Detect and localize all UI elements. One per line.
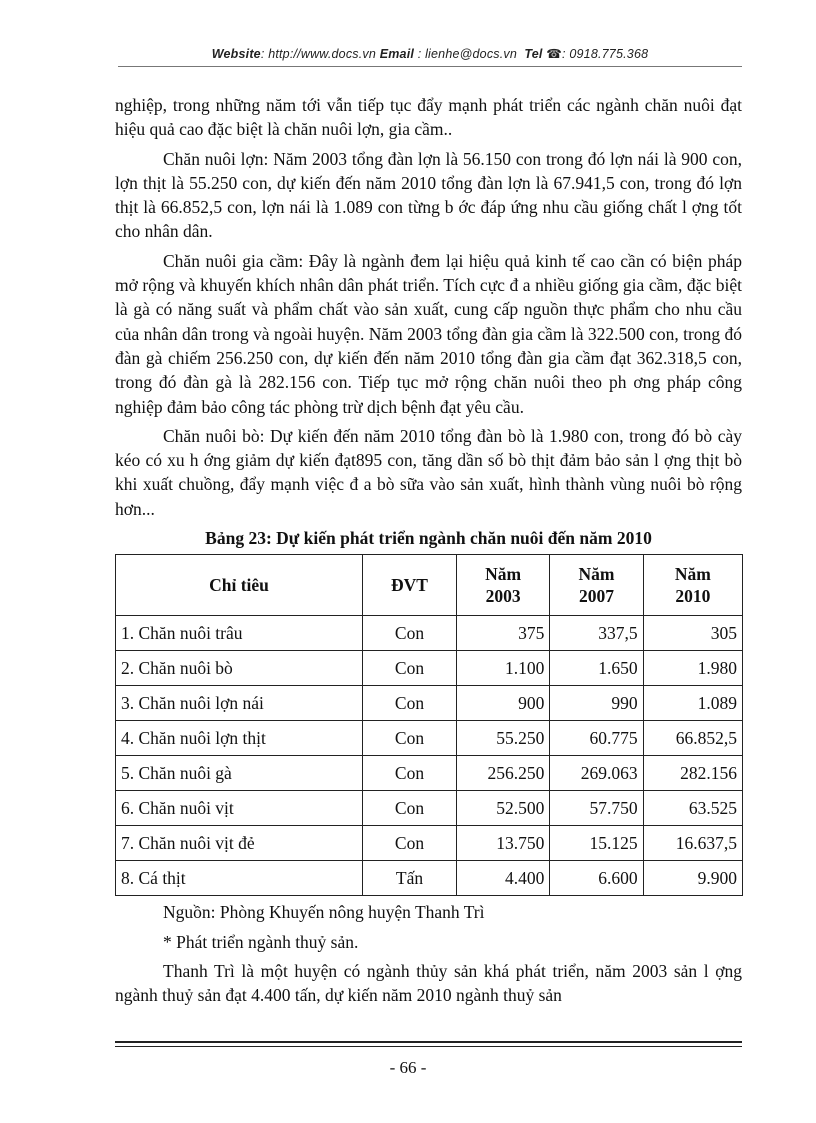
row-name: 7. Chăn nuôi vịt đẻ bbox=[116, 826, 363, 861]
phone-icon: ☎ bbox=[546, 47, 563, 61]
row-unit: Tấn bbox=[363, 861, 457, 896]
table-row bbox=[116, 686, 743, 721]
livestock-table bbox=[115, 554, 743, 896]
row-unit: Con bbox=[363, 756, 457, 791]
row-2007: 15.125 bbox=[550, 826, 643, 861]
row-unit: Con bbox=[363, 616, 457, 651]
email-value: : lienhe@docs.vn bbox=[414, 47, 521, 61]
row-2007: 337,5 bbox=[550, 616, 643, 651]
row-name: 5. Chăn nuôi gà bbox=[116, 756, 363, 791]
paragraph: Thanh Trì là một huyện có ngành thủy sản khá phát triển, năm 2003 sản l ợng ngành thuỷ sản đạt 4.400 tấn, dự kiến năm 2010 ngành thuỷ sản bbox=[115, 960, 742, 1006]
table-header-row bbox=[116, 555, 743, 616]
row-2003: 13.750 bbox=[457, 826, 550, 861]
row-2010: 282.156 bbox=[643, 756, 742, 791]
header-indicator: Chỉ tiêu bbox=[116, 555, 363, 616]
header-year-2010: Năm 2010 bbox=[643, 555, 742, 616]
row-2010: 66.852,5 bbox=[643, 721, 742, 756]
row-2007: 60.775 bbox=[550, 721, 643, 756]
row-2010: 16.637,5 bbox=[643, 826, 742, 861]
row-unit: Con bbox=[363, 651, 457, 686]
row-name: 1. Chăn nuôi trâu bbox=[116, 616, 363, 651]
row-name: 2. Chăn nuôi bò bbox=[116, 651, 363, 686]
row-2010: 1.980 bbox=[643, 651, 742, 686]
paragraph: Chăn nuôi gia cầm: Đây là ngành đem lại hiệu quả kinh tế cao cần có biện pháp mở rộng và khuyến khích nhân dân phát triển. Tích cực đ a nhiều giống gia cầm, đặc biệt là gà có năng suất và phẩm chất vào sản xuất, cung cấp nguồn thực phẩm cho nhu cầu của nhân dân trong và ngoài huyện. Năm 2003 tổng đàn gia cầm là 322.500 con, trong đó đàn gà chiếm 256.250 con, dự kiến đến năm 2010 tổng đàn gia cầm đạt 362.318,5 con, trong đó đàn gà là 282.156 con. Tiếp tục mở rộng chăn nuôi theo ph ơng pháp công nghiệp đảm bảo công tác phòng trừ dịch bệnh đạt yêu cầu. bbox=[115, 250, 742, 417]
row-2007: 269.063 bbox=[550, 756, 643, 791]
row-2003: 52.500 bbox=[457, 791, 550, 826]
row-name: 6. Chăn nuôi vịt bbox=[116, 791, 363, 826]
footer-rule bbox=[115, 1041, 742, 1043]
row-name: 3. Chăn nuôi lợn nái bbox=[116, 686, 363, 721]
table-caption: Bảng 23: Dự kiến phát triển ngành chăn nuôi đến năm 2010 bbox=[205, 528, 652, 549]
row-2010: 1.089 bbox=[643, 686, 742, 721]
table-row bbox=[116, 861, 743, 896]
table-row bbox=[116, 791, 743, 826]
row-2007: 1.650 bbox=[550, 651, 643, 686]
row-2010: 9.900 bbox=[643, 861, 742, 896]
section-subheading: * Phát triển ngành thuỷ sản. bbox=[163, 931, 359, 952]
row-unit: Con bbox=[363, 791, 457, 826]
row-2003: 4.400 bbox=[457, 861, 550, 896]
header-year-2007: Năm 2007 bbox=[550, 555, 643, 616]
row-2007: 57.750 bbox=[550, 791, 643, 826]
table-row bbox=[116, 651, 743, 686]
paragraph: Chăn nuôi bò: Dự kiến đến năm 2010 tổng đàn bò là 1.980 con, trong đó bò cày kéo có xu h ớng giảm dự kiến đạt895 con, tăng dần số bò thịt đảm bảo sản l ợng thịt bò khi xuất chuồng, đẩy mạnh việc đ a bò sữa vào sản xuất, hình thành vùng nuôi bò rộng hơn... bbox=[115, 425, 742, 519]
table-row bbox=[116, 616, 743, 651]
website-value: : http://www.docs.vn bbox=[260, 47, 380, 61]
row-2010: 305 bbox=[643, 616, 742, 651]
row-2003: 1.100 bbox=[457, 651, 550, 686]
website-label: Website bbox=[211, 47, 261, 61]
row-unit: Con bbox=[363, 721, 457, 756]
paragraph: nghiệp, trong những năm tới vẫn tiếp tục đẩy mạnh phát triển các ngành chăn nuôi đạt hiệu quả cao đặc biệt là chăn nuôi lợn, gia cầm.. bbox=[115, 95, 742, 140]
row-name: 4. Chăn nuôi lợn thịt bbox=[116, 721, 363, 756]
paragraph: Chăn nuôi lợn: Năm 2003 tổng đàn lợn là 56.150 con trong đó lợn nái là 900 con, lợn thịt là 55.250 con, dự kiến đến năm 2010 tổng đàn lợn là 67.941,5 con, trong đó lợn thịt là 66.852,5 con, lợn nái là 1.089 con từng b ớc đáp ứng nhu cầu giống chất l ợng tốt cho nhân dân. bbox=[115, 148, 742, 242]
row-unit: Con bbox=[363, 826, 457, 861]
header-rule bbox=[118, 66, 742, 67]
row-2003: 55.250 bbox=[457, 721, 550, 756]
table-row bbox=[116, 756, 743, 791]
table-row bbox=[116, 721, 743, 756]
row-2003: 375 bbox=[457, 616, 550, 651]
row-name: 8. Cá thịt bbox=[116, 861, 363, 896]
row-2010: 63.525 bbox=[643, 791, 742, 826]
page-header bbox=[118, 46, 742, 61]
tel-label: Tel bbox=[524, 47, 543, 61]
header-year-2003: Năm 2003 bbox=[457, 555, 550, 616]
row-2007: 990 bbox=[550, 686, 643, 721]
email-label: Email bbox=[379, 47, 415, 61]
tel-value: : 0918.775.368 bbox=[562, 47, 649, 61]
page-number: - 66 - bbox=[389, 1058, 427, 1077]
table-row bbox=[116, 826, 743, 861]
row-2003: 900 bbox=[457, 686, 550, 721]
row-2007: 6.600 bbox=[550, 861, 643, 896]
footer-rule bbox=[115, 1046, 742, 1047]
row-2003: 256.250 bbox=[457, 756, 550, 791]
document-body bbox=[115, 93, 742, 1013]
header-unit: ĐVT bbox=[363, 555, 457, 616]
after-table bbox=[115, 900, 742, 1007]
table-source: Nguồn: Phòng Khuyến nông huyện Thanh Trì bbox=[163, 902, 485, 923]
row-unit: Con bbox=[363, 686, 457, 721]
